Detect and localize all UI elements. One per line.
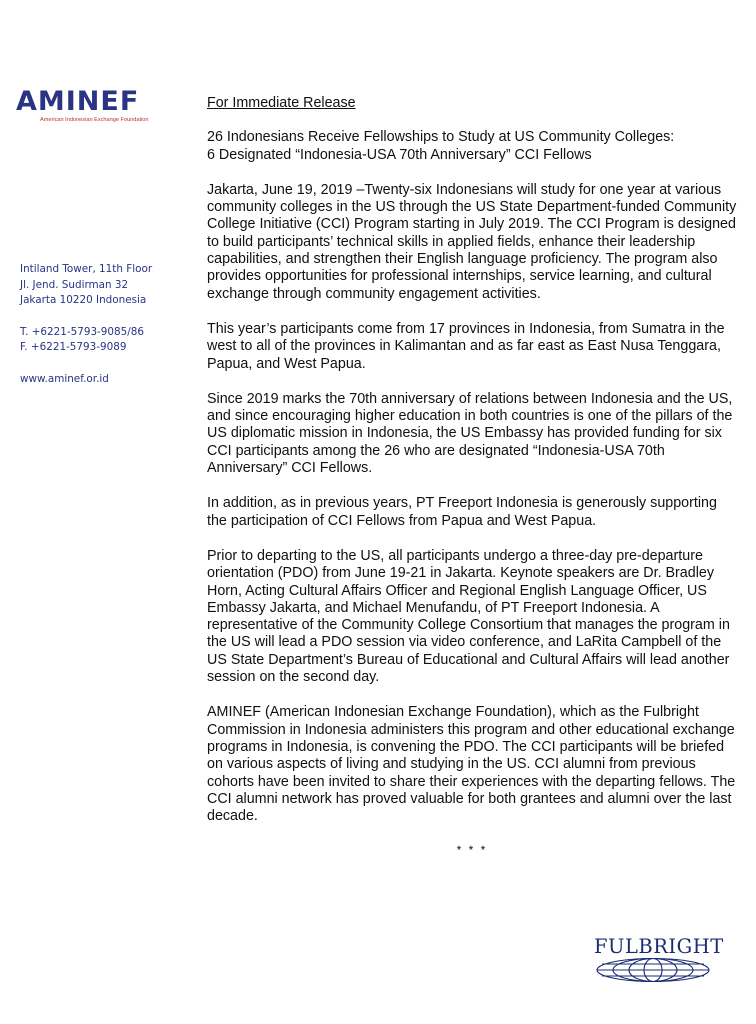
address-line: Intiland Tower, 11th Floor (20, 263, 153, 275)
phone-block (20, 325, 190, 356)
headline (207, 129, 737, 164)
release-label: For Immediate Release (207, 95, 356, 111)
paragraph-intro: Jakarta, June 19, 2019 –Twenty-six Indonesians will study for one year at various community colleges in the US through the US State Department-funded Community College Initiative (CCI) Program starting in July 2019. The CCI Program is designed to build participants’ technical skills in applied fields, enhance their leadership capabilities, and strengthen their English language proficiency. The program also provides opportunities for professional internships, service learning, and cultural exchange through community engagement activities. (207, 181, 737, 302)
paragraph-provinces: This year’s participants come from 17 provinces in Indonesia, from Sumatra in the west to all of the provinces in Kalimantan and as far east as East Nusa Tenggara, Papua, and West Papua. (207, 320, 725, 372)
address-block (20, 262, 190, 309)
website-link[interactable]: www.aminef.or.id (20, 372, 109, 385)
headline-line: 26 Indonesians Receive Fellowships to Study at US Community Colleges: (207, 129, 675, 146)
address-line: Jl. Jend. Sudirman 32 (20, 278, 129, 291)
headline-line: 6 Designated “Indonesia-USA 70th Anniversary” CCI Fellows (207, 146, 592, 163)
fulbright-logo (594, 935, 728, 985)
aminef-logo-tagline: American Indonesian Exchange Foundation (40, 117, 149, 123)
telephone: T. +6221-5793-9085/86 (20, 325, 144, 338)
aminef-logo (16, 88, 180, 134)
paragraph-freeport: In addition, as in previous years, PT Freeport Indonesia is generously supporting the participation of CCI Fellows from Papua and West Papua. (207, 495, 717, 529)
address-line: Jakarta 10220 Indonesia (20, 294, 147, 306)
paragraph-aminef: AMINEF (American Indonesian Exchange Foundation), which as the Fulbright Commission in Indonesia administers this program and other educational exchange programs in Indonesia, is convening the PDO. The CCI participants will be briefed on various aspects of living and studying in the US. CCI alumni from previous cohorts have been invited to share their experiences with the departing fellows. The CCI alumni network has proved valuable for both grantees and alumni over the last decade. (207, 704, 736, 825)
paragraph-anniversary: Since 2019 marks the 70th anniversary of relations between Indonesia and the US, and since encouraging higher education in both countries is one of the pillars of the US diplomatic mission in Indonesia, the US Embassy has provided funding for six CCI participants among the 26 who are designated “Indonesia-USA 70th Anniversary” CCI Fellows. (207, 390, 733, 477)
fax: F. +6221-5793-9089 (20, 341, 127, 353)
globe-icon (594, 957, 712, 983)
paragraph-orientation: Prior to departing to the US, all participants undergo a three-day pre-departure orientation (PDO) from June 19-21 in Jakarta. Keynote speakers are Dr. Bradley Horn, Acting Cultural Affairs Officer and Regional English Language Officer, US Embassy Jakarta, and Michael Menufandu, of PT Freeport Indonesia. A representative of the Community College Consortium that manages the program in the US will lead a PDO session via video conference, and LaRita Campbell of the US State Department’s Bureau of Educational and Cultural Affairs will lead another session on the second day. (207, 547, 730, 686)
press-release-body (207, 95, 737, 860)
aminef-logo-wordmark: AMINEF (16, 86, 140, 117)
fulbright-wordmark: FULBRIGHT (594, 935, 724, 958)
end-mark: * * * (456, 843, 488, 858)
contact-sidebar (20, 262, 190, 387)
